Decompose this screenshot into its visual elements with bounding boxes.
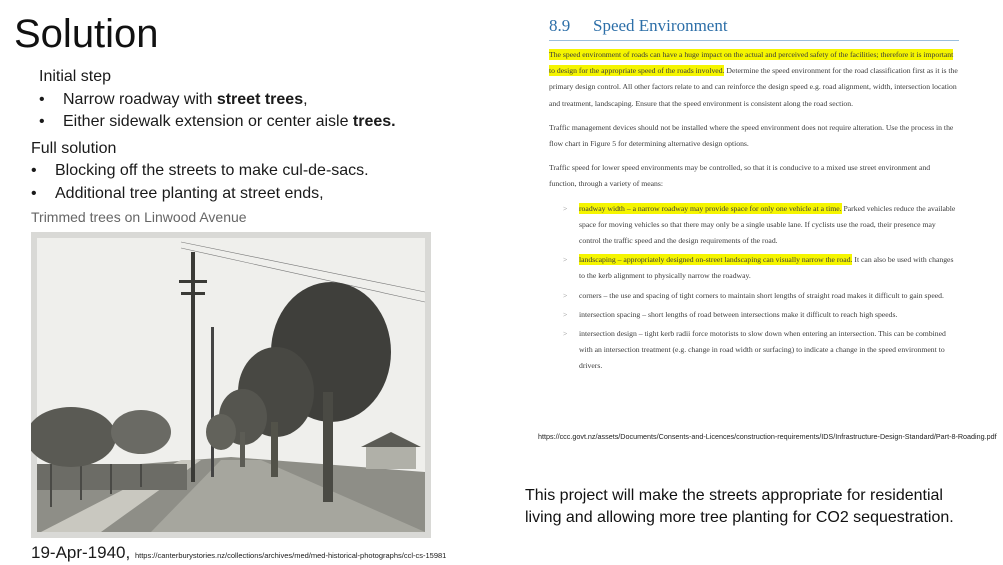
section-title: Speed Environment: [593, 16, 728, 35]
bullet-bold-text: trees.: [352, 113, 396, 130]
list-item-text: intersection spacing – short lengths of road between intersections make it difficult to reach high speeds.: [579, 309, 898, 319]
photo-source-link[interactable]: https://canterburystories.nz/collections/archives/med/med-historical-photographs/ccl-cs-15981: [134, 551, 447, 560]
highlighted-text: The speed environment of roads can have a huge impact on the actual and perceived safety of the facilities; therefore it is important to design for the appropriate speed of the roads involved.: [549, 50, 954, 76]
paragraph-2: Traffic management devices should not be installed where the speed environment does not require alteration. Use the process in the flow chart in Figure 5 for determining alternative design options.: [549, 122, 954, 149]
initial-step-heading: Initial step: [39, 68, 112, 85]
photo-date: 19-Apr-1940,: [31, 543, 131, 562]
bullet-dot-icon: •: [31, 162, 37, 179]
photo-date-source: [31, 543, 446, 563]
bullet-text: Blocking off the streets to make cul-de-sacs.: [55, 162, 369, 179]
list-item: [549, 326, 959, 375]
highlighted-text: landscaping – appropriately designed on-street landscaping can visually narrow the road.: [579, 255, 853, 265]
list-item-text: intersection design – tight kerb radii force motorists to slow down when entering an intersection. This can be combined with an intersection treatment (e.g. change in road width or surfacing) to indicate a change in the speed environment to drivers.: [579, 329, 946, 371]
paragraph-text: Determine the speed environment for the road classification first as it is the primary design control. All other factors relate to and can reinforce the design speed e.g. road alignment, width, intersection location and treatment, landscaping. Ensure that the speed environment is consistent along the road section.: [549, 66, 958, 108]
bullet-text: Either sidewalk extension or center aisle: [63, 113, 353, 130]
list-item-text: It can also be used with changes to the kerb alignment to physically narrow the roadway.: [579, 255, 954, 281]
bullet-dot-icon: •: [39, 91, 45, 108]
paragraph-3: Traffic speed for lower speed environments may be controlled, so that it is conducive to a mixed use street environment and function, through a variety of means:: [549, 163, 931, 189]
bullet-text: Additional tree planting at street ends,: [55, 185, 324, 202]
design-standard-excerpt: [549, 14, 959, 378]
list-item: [549, 307, 959, 323]
paragraph-1: [549, 47, 959, 112]
chevron-right-icon: >: [563, 203, 568, 213]
chevron-right-icon: >: [563, 309, 568, 319]
full-bullet-2: [31, 183, 451, 205]
historical-street-photo: [31, 232, 431, 538]
chevron-right-icon: >: [563, 255, 568, 265]
full-solution-heading: Full solution: [31, 140, 117, 157]
photo-caption: Trimmed trees on Linwood Avenue: [31, 209, 247, 225]
document-source-link[interactable]: https://ccc.govt.nz/assets/Documents/Consents-and-Licences/construction-requirements/IDS/Infrastructure-Design-Standard/Part-8-Roading.pdf: [538, 432, 997, 441]
highlighted-text: roadway width – a narrow roadway may provide space for only one vehicle at a time.: [579, 203, 842, 213]
bullet-tail: ,: [303, 91, 308, 108]
bullet-bold-text: street trees: [216, 91, 304, 108]
initial-bullet-2: [39, 111, 459, 133]
initial-bullet-1: [39, 89, 459, 111]
bullet-text: Narrow roadway with: [63, 91, 217, 108]
bullet-dot-icon: •: [31, 185, 37, 202]
chevron-right-icon: >: [563, 290, 568, 300]
list-item: [549, 201, 959, 250]
list-item-text: Parked vehicles reduce the available space for moving vehicles so that there may only be a single usable lane. If cyclists use the road, their presence may control the traffic speed and the design requirements of the road.: [579, 203, 956, 246]
closing-statement: This project will make the streets appropriate for residential living and allowing more tree planting for CO2 sequestration.: [525, 487, 954, 526]
section-number: 8.9: [549, 16, 571, 35]
list-item-text: corners – the use and spacing of tight corners to maintain short lengths of straight road makes it difficult to gain speed.: [579, 290, 944, 300]
slide-title: Solution: [14, 12, 159, 56]
list-item: [549, 288, 959, 304]
section-heading: [549, 14, 959, 38]
list-item: [549, 252, 959, 284]
bullet-dot-icon: •: [39, 113, 45, 130]
chevron-right-icon: >: [563, 329, 568, 339]
full-bullet-1: [31, 160, 451, 182]
heading-divider: [549, 40, 959, 41]
